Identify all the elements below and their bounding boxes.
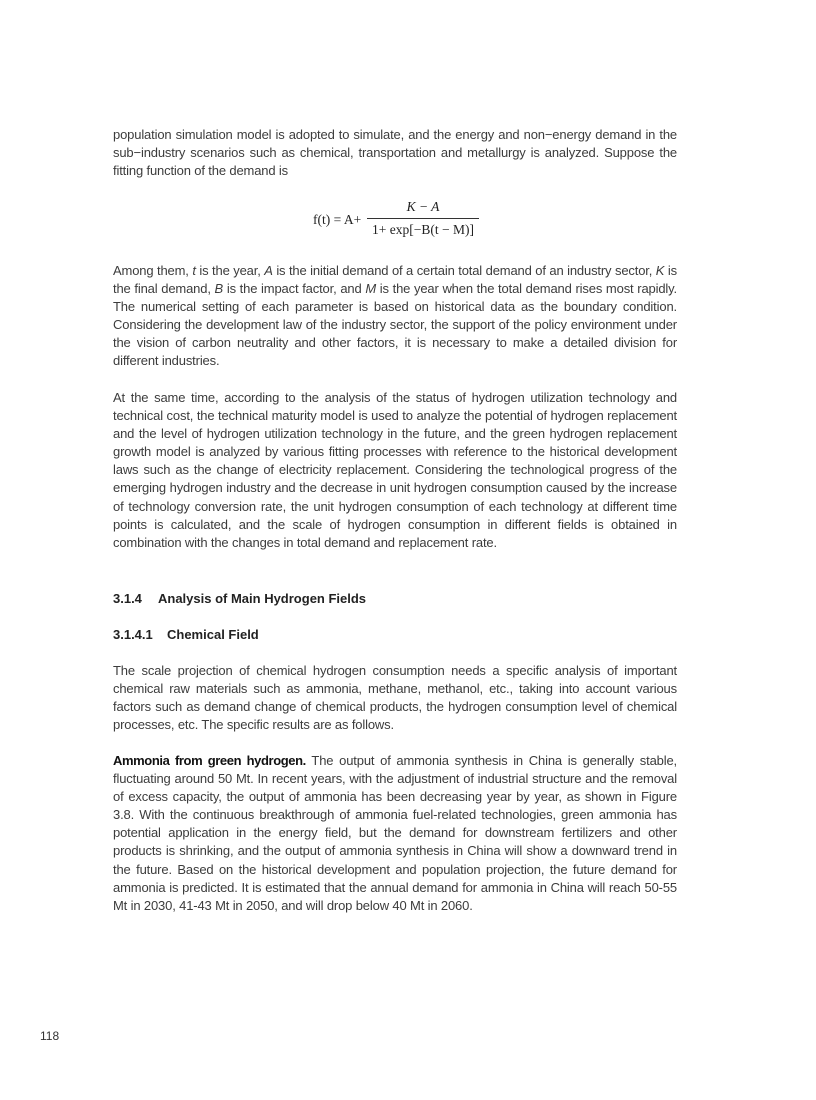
text-run: is the year, [195, 263, 265, 278]
text-run: is the initial demand of a certain total demand of an industry sector, [272, 263, 656, 278]
section-heading [113, 591, 677, 606]
page-number: 118 [40, 1029, 60, 1043]
subsection-title: Chemical Field [167, 627, 259, 642]
subsection-heading [113, 627, 677, 642]
variable-k: K [655, 263, 665, 278]
equation-numerator: K − A [406, 199, 440, 214]
paragraph-ammonia [113, 752, 677, 915]
text-run: Among them, [113, 263, 193, 278]
equation-fraction [367, 198, 479, 239]
fraction-bar [367, 218, 479, 219]
text-run: is the year when the total demand rises most rapidly. The numerical setting of each parameter is based on historical data as the boundary condition. Considering the development law of the industry sector, the support of the policy environment under the vision of carbon neutrality and other factors, it is necessary to make a detailed division for different industries. [113, 281, 678, 369]
equation-denominator: 1+ exp[−B(t − M)] [372, 222, 474, 237]
variable-a: A [264, 263, 273, 278]
paragraph-text [113, 752, 677, 915]
paragraph-chemical [113, 662, 677, 734]
text-run: is the impact factor, and [223, 281, 366, 297]
run-in-heading: Ammonia from green hydrogen. [113, 753, 306, 768]
fitting-function-equation [313, 198, 513, 244]
paragraph-text [113, 262, 677, 371]
text-run: The output of ammonia synthesis in China is generally stable, fluctuating around 50 Mt. In recent years, with the adjustment of industrial structure and the removal of excess capacity, the output of ammonia has been decreasing year by year, as shown in Figure 3.8. With the continuous breakthrough of ammonia fuel-related technologies, green ammonia has potential application in the energy field, but the demand for downstream fertilizers and other products is shrinking, and the output of ammonia synthesis in China will show a downward trend in the future. Based on the historical development and population projection, the future demand for ammonia is predicted. It is estimated that the annual demand for ammonia in China will reach 50-55 Mt in 2030, 41-43 Mt in 2050, and will drop below 40 Mt in 2060. [113, 753, 678, 913]
variable-m: M [365, 281, 377, 297]
paragraph-parameters [113, 262, 677, 371]
equation-lhs: f(t) = A+ [313, 212, 362, 227]
section-title: Analysis of Main Hydrogen Fields [158, 591, 367, 606]
paragraph-text: At the same time, according to the analysis of the status of hydrogen utilization technology and technical cost, the technical maturity model is used to analyze the potential of hydrogen replacement and the level of hydrogen utilization technology in the future, and the green hydrogen replacement growth model is analyzed by various fitting processes with reference to the historical development laws such as the change of electricity replacement. Considering the technological progress of the emerging hydrogen industry and the decrease in unit hydrogen consumption caused by the increase of technology conversion rate, the unit hydrogen consumption of each technology at different time points is calculated, and the scale of hydrogen consumption in different fields is obtained in combination with the changes in total demand and replacement rate. [113, 390, 677, 550]
text-run: is the final demand, [113, 263, 677, 297]
subsection-number: 3.1.4.1 [113, 627, 153, 642]
variable-b: B [214, 281, 224, 297]
paragraph-text: population simulation model is adopted to simulate, and the energy and non−energy demand in the sub−industry scenarios such as chemical, transportation and metallurgy is analyzed. Suppose the fitting function of the demand is [113, 127, 677, 179]
paragraph-intro [113, 126, 677, 180]
paragraph-text: The scale projection of chemical hydrogen consumption needs a specific analysis of important chemical raw materials such as ammonia, methane, methanol, etc., taking into account various factors such as demand change of chemical products, the hydrogen consumption level of chemical processes, etc. The specific results are as follows. [113, 663, 677, 733]
variable-t: t [192, 263, 196, 278]
paragraph-technology [113, 389, 677, 552]
section-number: 3.1.4 [113, 591, 142, 606]
